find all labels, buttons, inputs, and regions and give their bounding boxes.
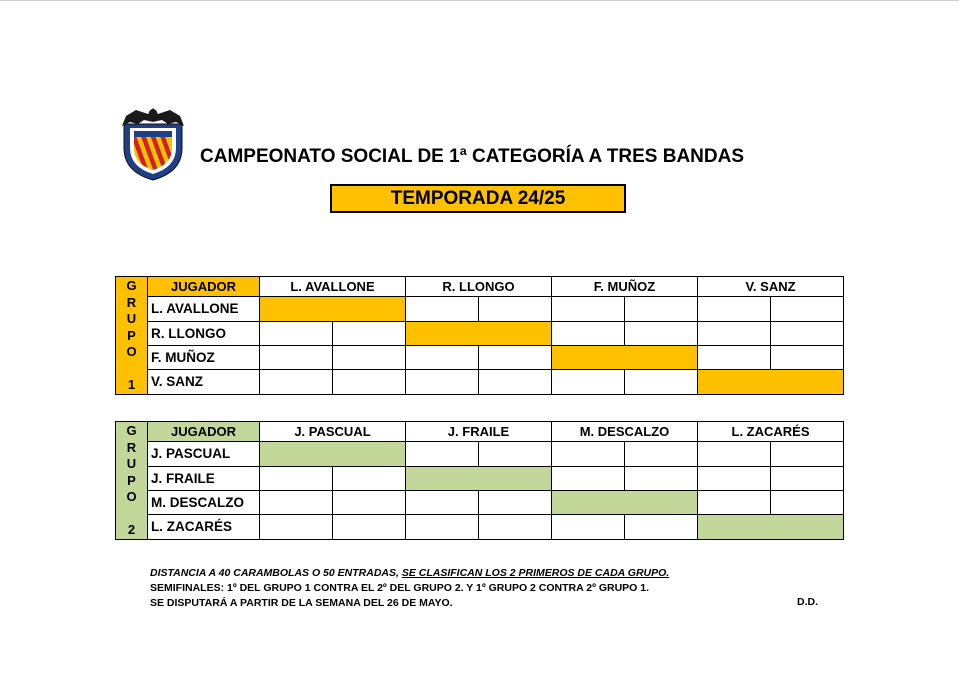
score-cell (260, 321, 333, 345)
table-row (116, 466, 844, 490)
score-cell (333, 370, 406, 394)
column-header: R. LLONGO (406, 277, 552, 297)
self-match-cell (698, 370, 844, 394)
score-cell (698, 490, 771, 514)
jugador-header: JUGADOR (148, 277, 260, 297)
score-cell (479, 345, 552, 369)
group-2-table (115, 421, 844, 540)
score-cell (625, 466, 698, 490)
table-row (116, 345, 844, 369)
score-cell (406, 515, 479, 539)
score-cell (406, 490, 479, 514)
player-name: J. FRAILE (148, 466, 260, 490)
column-header: M. DESCALZO (552, 422, 698, 442)
score-cell (625, 442, 698, 466)
column-header: J. PASCUAL (260, 422, 406, 442)
signature: D.D. (797, 596, 818, 608)
table-row (116, 515, 844, 539)
score-cell (771, 321, 844, 345)
table-header-row (116, 422, 844, 442)
score-cell (333, 345, 406, 369)
score-cell (479, 370, 552, 394)
score-cell (479, 490, 552, 514)
score-cell (333, 466, 406, 490)
score-cell (625, 370, 698, 394)
score-cell (260, 490, 333, 514)
group-1-table (115, 276, 844, 395)
player-name: R. LLONGO (148, 321, 260, 345)
score-cell (771, 466, 844, 490)
column-header: V. SANZ (698, 277, 844, 297)
score-cell (625, 297, 698, 321)
column-header: J. FRAILE (406, 422, 552, 442)
score-cell (260, 466, 333, 490)
score-cell (771, 442, 844, 466)
self-match-cell (552, 345, 698, 369)
player-name: L. AVALLONE (148, 297, 260, 321)
score-cell (698, 442, 771, 466)
column-header: L. ZACARÉS (698, 422, 844, 442)
self-match-cell (260, 297, 406, 321)
column-header: L. AVALLONE (260, 277, 406, 297)
distance-rule: DISTANCIA A 40 CARAMBOLAS O 50 ENTRADAS, SE CLASIFICAN LOS 2 PRIMEROS DE CADA GRUPO. (150, 567, 670, 579)
player-name: L. ZACARÉS (148, 515, 260, 539)
score-cell (698, 345, 771, 369)
score-cell (552, 466, 625, 490)
score-cell (333, 490, 406, 514)
score-cell (479, 442, 552, 466)
rules-notes (150, 566, 669, 611)
self-match-cell (406, 321, 552, 345)
score-cell (625, 515, 698, 539)
score-cell (698, 297, 771, 321)
score-cell (260, 370, 333, 394)
score-cell (771, 490, 844, 514)
table-row (116, 442, 844, 466)
score-cell (552, 442, 625, 466)
player-name: M. DESCALZO (148, 490, 260, 514)
group-label: G R U P O 1 (116, 277, 148, 395)
page-top-border (0, 0, 959, 1)
score-cell (552, 370, 625, 394)
score-cell (406, 370, 479, 394)
self-match-cell (552, 490, 698, 514)
group-label: G R U P O 2 (116, 422, 148, 540)
score-cell (771, 297, 844, 321)
self-match-cell (698, 515, 844, 539)
player-name: V. SANZ (148, 370, 260, 394)
score-cell (552, 297, 625, 321)
self-match-cell (260, 442, 406, 466)
score-cell (552, 515, 625, 539)
table-row (116, 321, 844, 345)
score-cell (479, 515, 552, 539)
table-header-row (116, 277, 844, 297)
score-cell (406, 345, 479, 369)
score-cell (625, 321, 698, 345)
jugador-header: JUGADOR (148, 422, 260, 442)
player-name: J. PASCUAL (148, 442, 260, 466)
season-banner: TEMPORADA 24/25 (330, 184, 626, 213)
score-cell (479, 297, 552, 321)
score-cell (406, 442, 479, 466)
table-row (116, 370, 844, 394)
score-cell (698, 321, 771, 345)
table-row (116, 490, 844, 514)
score-cell (771, 345, 844, 369)
column-header: F. MUÑOZ (552, 277, 698, 297)
score-cell (260, 345, 333, 369)
score-cell (260, 515, 333, 539)
semifinals-rule: SEMIFINALES: 1º DEL GRUPO 1 CONTRA EL 2º DEL GRUPO 2. Y 1º GRUPO 2 CONTRA 2º GRUPO 1. (150, 582, 650, 594)
score-cell (552, 321, 625, 345)
score-cell (698, 466, 771, 490)
score-cell (333, 515, 406, 539)
player-name: F. MUÑOZ (148, 345, 260, 369)
page-title: CAMPEONATO SOCIAL DE 1ª CATEGORÍA A TRES BANDAS (200, 146, 744, 167)
score-cell (333, 321, 406, 345)
table-row (116, 297, 844, 321)
club-crest-icon (118, 104, 188, 182)
score-cell (406, 297, 479, 321)
self-match-cell (406, 466, 552, 490)
start-date-note: SE DISPUTARÁ A PARTIR DE LA SEMANA DEL 26 DE MAYO. (150, 597, 453, 609)
